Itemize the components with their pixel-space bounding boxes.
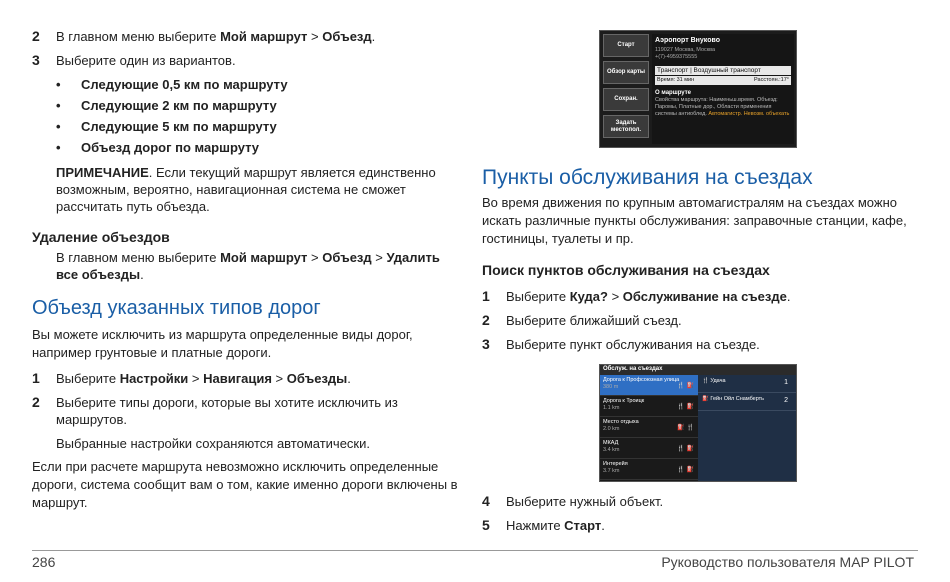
list-item: 🍴 Удача 1 bbox=[698, 375, 796, 393]
step-5 bbox=[482, 517, 922, 534]
step-text: Нажмите Старт. bbox=[506, 518, 605, 533]
step-text: Выберите Куда? > Обслуживание на съезде. bbox=[506, 289, 791, 304]
section-title: Объезд указанных типов дорог bbox=[32, 297, 321, 319]
list-item: • Следующие 0,5 км по маршруту bbox=[56, 77, 288, 92]
device-category: Транспорт | Воздушный транспорт bbox=[655, 66, 791, 75]
remove-instructions: В главном меню выберите Мой маршрут > Объезд > Удалить все объезды. bbox=[56, 250, 440, 282]
page-number: 286 bbox=[32, 554, 56, 570]
step-number: 4 bbox=[482, 493, 490, 509]
step-3 bbox=[482, 336, 922, 353]
service-icons: 🍴 ⛽ bbox=[677, 404, 694, 410]
step-text: Выберите ближайший съезд. bbox=[506, 313, 682, 328]
step-number: 2 bbox=[482, 312, 490, 328]
step-number: 5 bbox=[482, 517, 490, 533]
device-map-button: Обзор карты bbox=[603, 61, 649, 84]
list-item: Дорога к Троицк 1.1 km 🍴 ⛽ bbox=[600, 396, 698, 417]
device-route-text: Свойства маршрута: Наименьш.время. Объезд: Паромы, Платные дор., Области применения системы антиоблед. Автомагистр. Невозм. объехать bbox=[655, 97, 790, 117]
intro-paragraph: Вы можете исключить из маршрута определенные виды дорог, например грунтовые и платные дороги. bbox=[32, 327, 413, 360]
device-address: 119027 Москва, Москва bbox=[655, 47, 716, 53]
step-text: Выберите типы дороги, которые вы хотите исключить из маршрутов. bbox=[56, 395, 398, 427]
section-heading: Удаление объездов bbox=[32, 229, 170, 245]
step-text: Выберите нужный объект. bbox=[506, 494, 664, 509]
step-1 bbox=[32, 370, 462, 387]
device-time-distance: Время: 31 мин Расстоян.:17° bbox=[657, 77, 789, 83]
step-number: 3 bbox=[482, 336, 490, 352]
step-text: Выберите пункт обслуживания на съезде. bbox=[506, 337, 760, 352]
step-text: Выберите Настройки > Навигация > Объезды. bbox=[56, 371, 351, 386]
step-number: 1 bbox=[32, 370, 40, 386]
options-list bbox=[56, 76, 462, 156]
list-item: ⛽ Гейн Ойл Снамберть 2 bbox=[698, 393, 796, 411]
step-2b bbox=[32, 394, 462, 428]
list-item: • Следующие 5 км по маршруту bbox=[56, 119, 277, 134]
device-route-heading: О маршруте bbox=[655, 90, 691, 96]
list-item: Дорога к Профсоюзная улица 380 m 🍴 ⛽ bbox=[600, 375, 698, 396]
fuel-icon: ⛽ bbox=[702, 396, 711, 402]
device-service-list bbox=[698, 375, 796, 481]
step-4 bbox=[482, 493, 922, 510]
device-start-button: Старт bbox=[603, 34, 649, 57]
step-number: 3 bbox=[32, 52, 40, 68]
service-icons: ⛽ 🍴 bbox=[677, 425, 694, 431]
service-icons: 🍴 ⛽ bbox=[677, 446, 694, 452]
step-text: Выберите один из вариантов. bbox=[56, 53, 236, 68]
device-header: Обслуж. на съездах bbox=[600, 365, 796, 375]
device-set-location-button: Задать местопол. bbox=[603, 115, 649, 138]
step-2 bbox=[32, 28, 462, 45]
list-item: Место отдыха 2.0 km ⛽ 🍴 bbox=[600, 417, 698, 438]
device-screenshot-exit-services bbox=[599, 364, 797, 482]
step-number: 2 bbox=[32, 28, 40, 44]
final-paragraph: Если при расчете маршрута невозможно исключить определенные дороги, система сообщит вам о том, какие именно дороги включены в маршрут. bbox=[32, 459, 458, 510]
step-number: 1 bbox=[482, 288, 490, 304]
step-3 bbox=[32, 52, 462, 69]
list-item: • Следующие 2 км по маршруту bbox=[56, 98, 277, 113]
intro-paragraph: Во время движения по крупным автомагистралям на съездах можно искать различные пункты обслуживания: заправочные станции, кафе, гостиницы, туалеты и пр. bbox=[482, 195, 907, 246]
step-1 bbox=[482, 288, 922, 305]
manual-title: Руководство пользователя MAP PILOT bbox=[661, 554, 914, 570]
note: ПРИМЕЧАНИЕ. Если текущий маршрут является единственно возможным, вероятно, навигационная система не сможет рассчитать путь объезда. bbox=[56, 165, 436, 214]
device-phone: +(7)-4959375555 bbox=[655, 54, 698, 60]
saved-note: Выбранные настройки сохраняются автоматически. bbox=[56, 436, 370, 451]
service-icons: 🍴 ⛽ bbox=[677, 467, 694, 473]
step-2 bbox=[482, 312, 922, 329]
food-icon: 🍴 bbox=[702, 378, 711, 384]
step-text: В главном меню выберите Мой маршрут > Объезд. bbox=[56, 29, 376, 44]
device-place-title: Аэропорт Внуково bbox=[655, 37, 720, 44]
step-number: 2 bbox=[32, 394, 40, 410]
list-item: МКАД 3.4 km 🍴 ⛽ bbox=[600, 438, 698, 459]
list-item: Интерейя 3.7 km 🍴 ⛽ bbox=[600, 459, 698, 480]
left-column bbox=[32, 28, 462, 512]
section-title: Пункты обслуживания на съездах bbox=[482, 166, 813, 189]
service-icons: 🍴 ⛽ bbox=[677, 383, 694, 389]
device-save-button: Сохран. bbox=[603, 88, 649, 111]
footer-divider bbox=[32, 550, 918, 551]
list-item: • Объезд дорог по маршруту bbox=[56, 140, 260, 155]
right-column bbox=[482, 24, 922, 360]
section-heading: Поиск пунктов обслуживания на съездах bbox=[482, 262, 770, 278]
device-exit-list bbox=[600, 375, 698, 481]
